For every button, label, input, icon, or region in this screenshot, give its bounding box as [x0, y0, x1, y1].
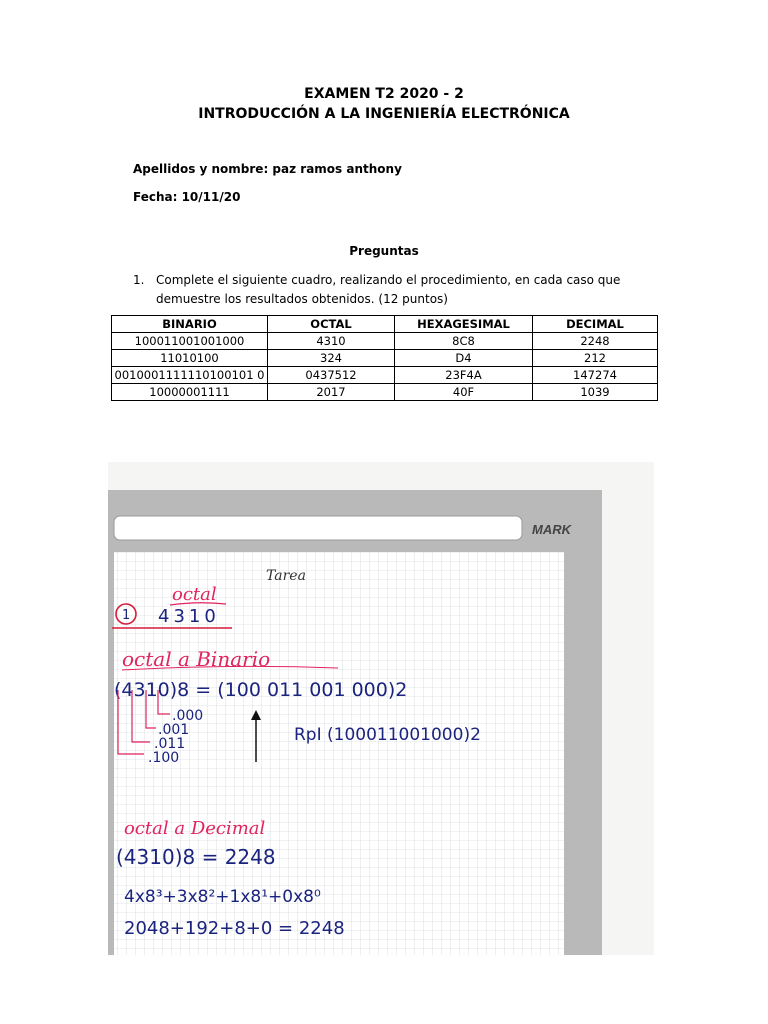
- cell-octal: 324: [268, 350, 395, 367]
- cell-hex: 8C8: [395, 333, 533, 350]
- cell-octal: 2017: [268, 384, 395, 401]
- decimal-result: (4310)8 = 2248: [116, 845, 276, 869]
- header-hexagesimal: HEXAGESIMAL: [395, 316, 533, 333]
- name-strip: [114, 516, 522, 540]
- exam-date: Fecha: 10/11/20: [133, 190, 241, 204]
- table-row: [112, 333, 658, 350]
- group-item: .000: [172, 708, 204, 724]
- expansion-line: 4x8³+3x8²+1x8¹+0x8⁰: [124, 887, 321, 907]
- octal-value: 4310: [158, 606, 220, 627]
- label-octal: octal: [172, 584, 217, 605]
- cell-decimal: 1039: [533, 384, 658, 401]
- section-octal-decimal: octal a Decimal: [124, 818, 266, 839]
- table-row: [112, 384, 658, 401]
- notebook-brand: MARK: [532, 522, 571, 537]
- exam-title: EXAMEN T2 2020 - 2: [304, 86, 464, 102]
- rpta-binary: RpI (100011001000)2: [294, 725, 481, 745]
- header-binario: BINARIO: [112, 316, 268, 333]
- cell-binario: 10000001111: [112, 384, 268, 401]
- cell-binario: 11010100: [112, 350, 268, 367]
- page-heading: Tarea: [266, 568, 306, 584]
- cell-decimal: 2248: [533, 333, 658, 350]
- sum-line: 2048+192+8+0 = 2248: [124, 918, 345, 939]
- cell-decimal: 147274: [533, 367, 658, 384]
- cell-decimal: 212: [533, 350, 658, 367]
- cell-binario: 0010001111110100101 0: [112, 367, 268, 384]
- exam-subtitle: INTRODUCCIÓN A LA INGENIERÍA ELECTRÓNICA: [198, 106, 570, 122]
- header-octal: OCTAL: [268, 316, 395, 333]
- header-decimal: DECIMAL: [533, 316, 658, 333]
- table-row: [112, 367, 658, 384]
- cell-octal: 0437512: [268, 367, 395, 384]
- cell-binario: 100011001001000: [112, 333, 268, 350]
- group-item: .100: [148, 750, 180, 766]
- cell-hex: 40F: [395, 384, 533, 401]
- handwritten-notebook-photo: [108, 462, 654, 955]
- group-item: .011: [154, 736, 186, 752]
- conversion-line: (4310)8 = (100 011 001 000)2: [114, 679, 408, 701]
- section-title: Preguntas: [349, 244, 419, 258]
- section-octal-binario: octal a Binario: [122, 647, 271, 671]
- cell-hex: 23F4A: [395, 367, 533, 384]
- question-text: Complete el siguiente cuadro, realizando el procedimiento, en cada caso que demuestre los resultados obtenidos. (12 puntos): [156, 273, 621, 306]
- circled-number: 1: [122, 608, 131, 623]
- cell-octal: 4310: [268, 333, 395, 350]
- student-name: Apellidos y nombre: paz ramos anthony: [133, 162, 402, 176]
- question-number: 1.: [133, 273, 145, 287]
- table-row: [112, 350, 658, 367]
- conversion-table: [111, 315, 658, 401]
- group-item: .001: [158, 722, 190, 738]
- cell-hex: D4: [395, 350, 533, 367]
- table-header-row: [112, 316, 658, 333]
